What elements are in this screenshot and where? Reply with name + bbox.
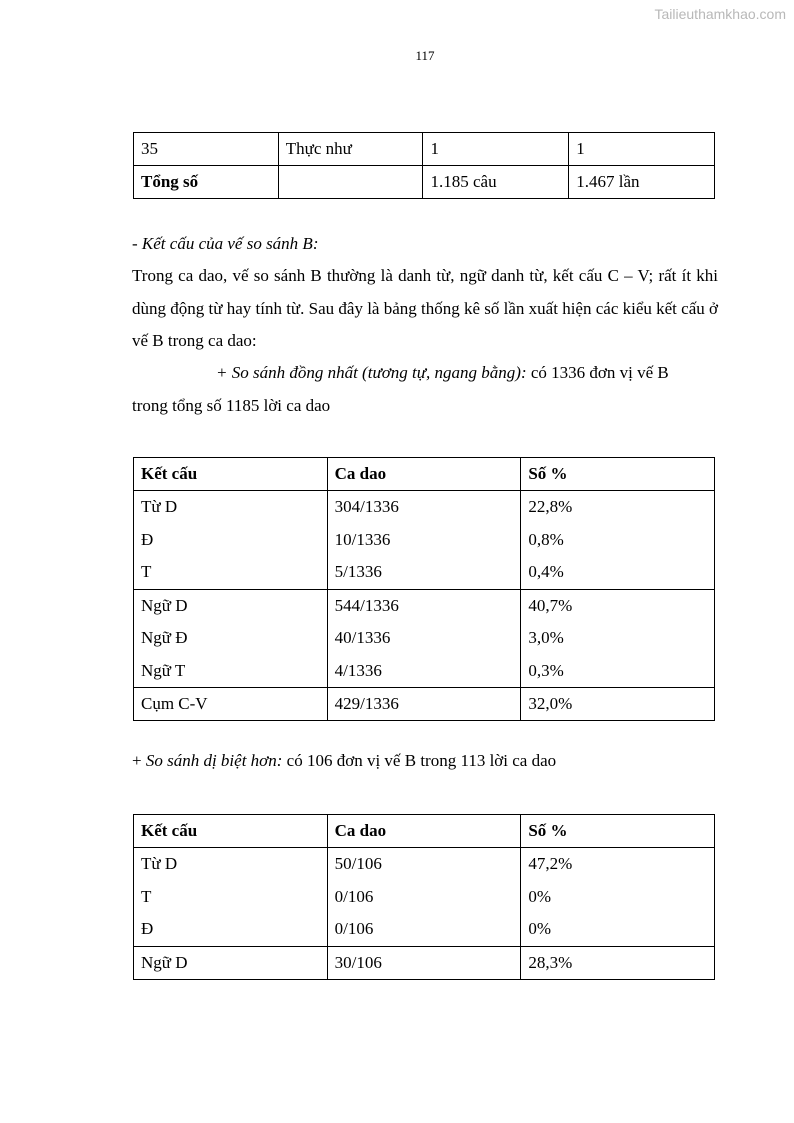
summary-table [133,132,715,199]
table-row [134,491,715,590]
cell-line: 50/106 [334,854,382,873]
table-row [134,589,715,688]
cell-line: 0,8% [528,529,564,549]
table-cell [521,589,715,688]
table-header-cell: Ca dao [327,458,521,491]
total-label-cell: Tổng số [134,166,279,199]
cell-line: 5/1336 [334,562,382,581]
cell-line: 0/106 [334,886,374,906]
table-cell: 32,0% [521,688,715,721]
cell-line: 304/1336 [334,497,399,516]
dong-nhat-table [133,457,715,721]
table-row [134,848,715,947]
cell-line: 40,7% [528,595,573,615]
cell-line: 3,0% [528,628,564,647]
cell-line: 0,3% [528,660,564,680]
table-cell [327,589,521,688]
table-cell [134,589,328,688]
dong-nhat-label: + So sánh đồng nhất (tương tự, ngang bằng): [216,363,527,382]
dong-nhat-line [132,357,794,390]
table-header-cell: Kết cấu [134,815,328,848]
table-cell: 35 [134,133,279,166]
table-cell: 28,3% [521,946,715,979]
cell-line: Đ [141,919,154,938]
cell-line: 47,2% [528,854,573,873]
table-cell: Thực như [278,133,423,166]
table-cell [278,166,423,199]
table-cell [521,848,715,947]
table-row [134,166,715,199]
di-biet-label: So sánh dị biệt hơn: [141,751,283,770]
cell-line: 0% [528,919,551,938]
page-number: 117 [415,48,435,63]
table-header-row [134,458,715,491]
table-header-cell: Số % [521,458,715,491]
table-header-cell: Ca dao [327,815,521,848]
cell-line: 40/1336 [334,628,391,647]
table-row [134,133,715,166]
table-header-cell: Kết cấu [134,458,328,491]
cell-line: 0/106 [334,919,374,938]
plus-sign: + [132,751,142,770]
table-cell: 1 [569,133,715,166]
table-cell [521,491,715,590]
table-header-row [134,815,715,848]
di-biet-line [132,745,718,778]
table-cell [327,491,521,590]
table-cell: 1.185 câu [423,166,569,199]
table-cell [134,848,328,947]
table-row [134,946,715,979]
table-cell: 1.467 lần [569,166,715,199]
dong-nhat-text: có 1336 đơn vị vế B [526,363,669,382]
table-cell: 429/1336 [327,688,521,721]
section-heading: - Kết cấu của vế so sánh B: [132,234,319,253]
di-biet-text: có 106 đơn vị vế B trong 113 lời ca dao [282,751,557,770]
table-header-cell: Số % [521,815,715,848]
cell-line: 4/1336 [334,660,382,680]
cell-line: T [141,562,152,581]
cell-line: Từ D [141,497,178,516]
table-cell: 30/106 [327,946,521,979]
table-cell [327,848,521,947]
cell-line: Từ D [141,854,178,873]
cell-line: 10/1336 [334,529,391,549]
cell-line: 22,8% [528,497,573,516]
watermark-text: Tailieuthamkhao.com [654,6,786,22]
cell-line: 0,4% [528,562,564,581]
table-row [134,688,715,721]
cell-line: 544/1336 [334,595,399,615]
cell-line: Ngữ T [141,660,186,680]
cell-line: Ngữ D [141,595,188,615]
cell-line: 0% [528,886,551,906]
dong-nhat-line-2: trong tổng số 1185 lời ca dao [132,396,331,415]
intro-paragraph: Trong ca dao, vế so sánh B thường là danh từ, ngữ danh từ, kết cấu C – V; rất ít khi dùng động từ hay tính từ. Sau đây là bảng thống kê số lần xuất hiện các kiểu kết cấu ở vế B trong ca dao: [132,266,718,350]
di-biet-table [133,814,715,980]
cell-line: Ngữ Đ [141,628,188,647]
table-cell: Cụm C-V [134,688,328,721]
cell-line: T [141,886,152,906]
table-cell [134,491,328,590]
table-cell: 1 [423,133,569,166]
table-cell: Ngữ D [134,946,328,979]
cell-line: Đ [141,529,154,549]
